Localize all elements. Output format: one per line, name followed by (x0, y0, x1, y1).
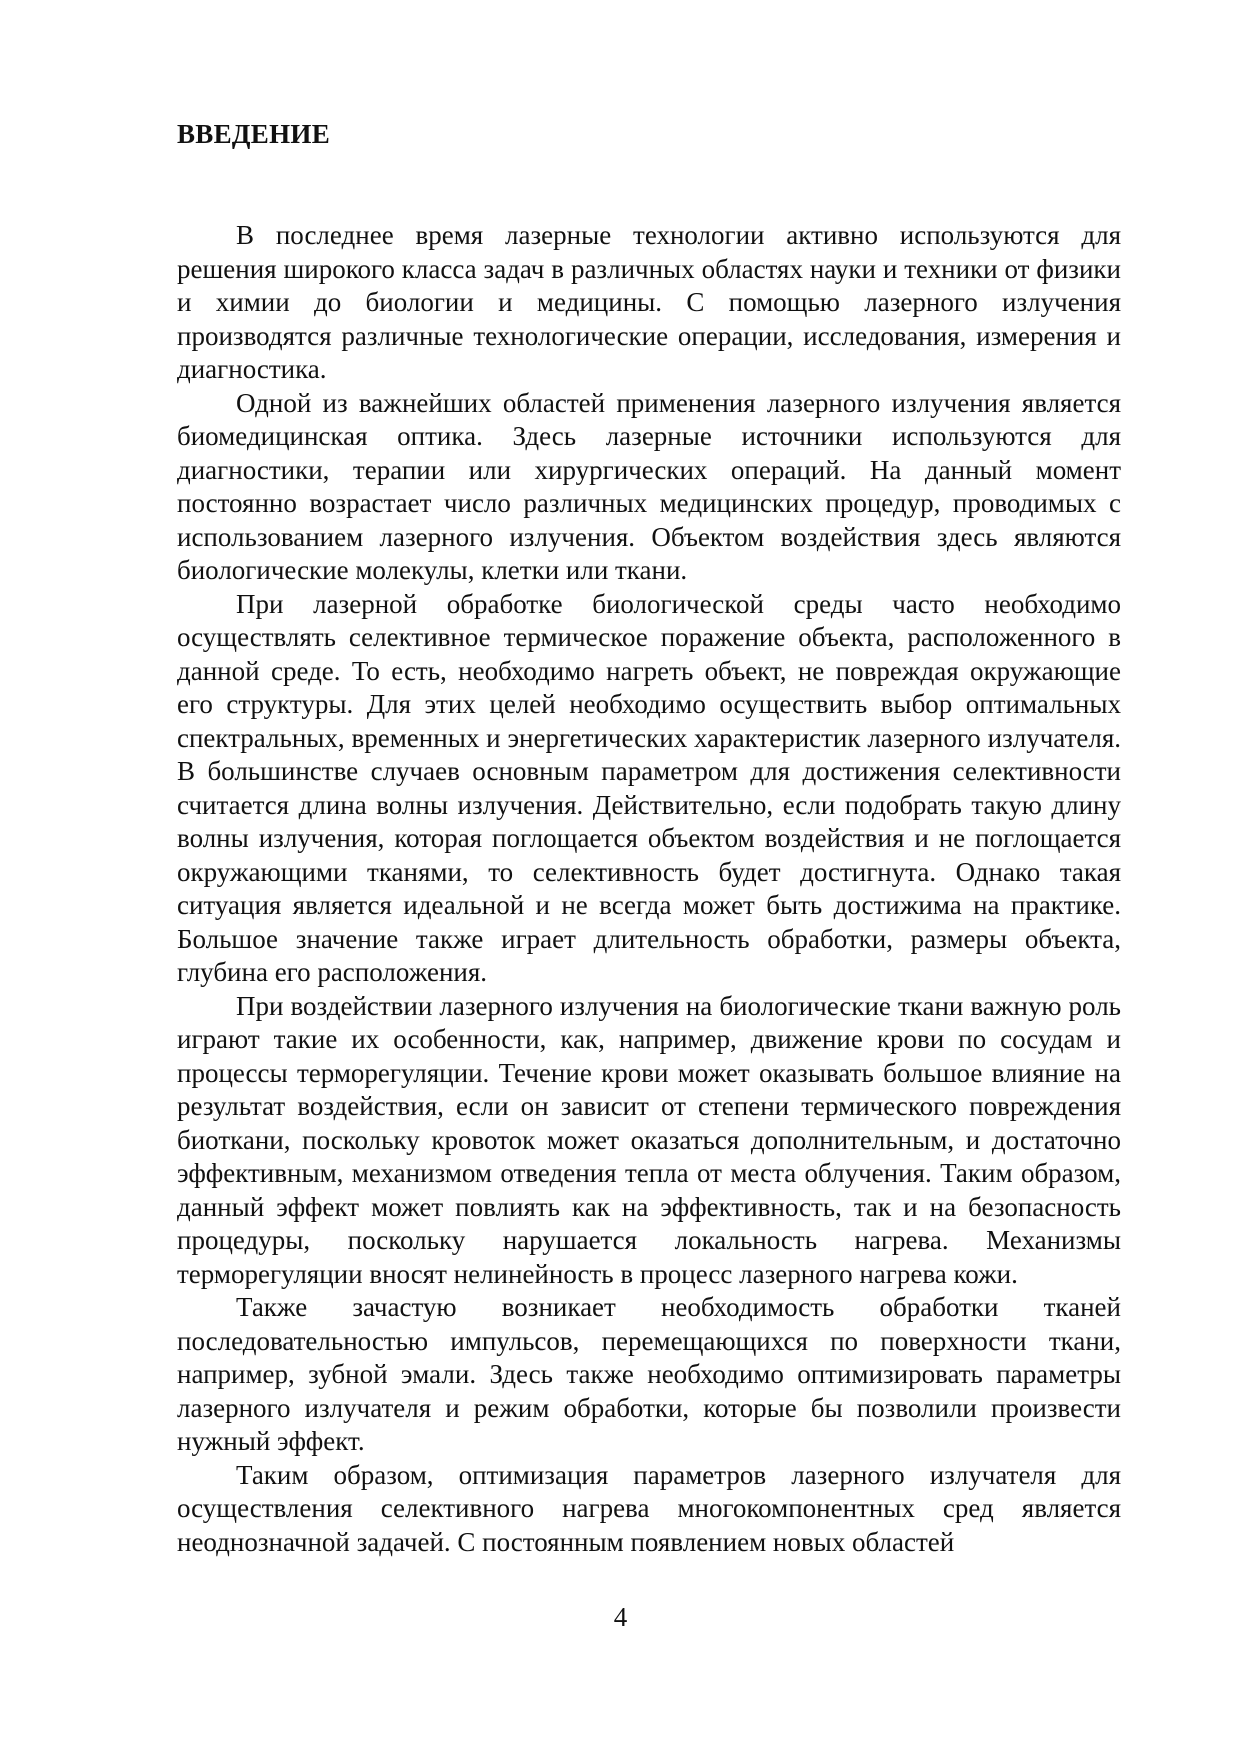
paragraph-3: При лазерной обработке биологической среды часто необходимо осуществлять селективное термическое поражение объекта, расположенного в данной среде. То есть, необходимо нагреть объект, не повреждая окружающие его структуры. Для этих целей необходимо осуществить выбор оптимальных спектральных, временных и энергетических характеристик лазерного излучателя. В большинстве случаев основным параметром для достижения селективности считается длина волны излучения. Действительно, если подобрать такую длину волны излучения, которая поглощается объектом воздействия и не поглощается окружающими тканями, то селективность будет достигнута. Однако такая ситуация является идеальной и не всегда может быть достижима на практике. Большое значение также играет длительность обработки, размеры объекта, глубина его расположения. (177, 588, 1121, 987)
body-text (177, 219, 1121, 1559)
paragraph-6: Таким образом, оптимизация параметров лазерного излучателя для осуществления селективного нагрева многокомпонентных сред является неоднозначной задачей. С постоянным появлением новых областей (177, 1459, 1121, 1557)
page-number: 4 (613, 1602, 628, 1632)
paragraph-1: В последнее время лазерные технологии активно используются для решения широкого класса задач в различных областях науки и техники от физики и химии до биологии и медицины. С помощью лазерного излучения производятся различные технологические операции, исследования, измерения и диагностика. (177, 220, 1121, 384)
paragraph-2: Одной из важнейших областей применения лазерного излучения является биомедицинская оптика. Здесь лазерные источники используются для диагностики, терапии или хирургических операций. На данный момент постоянно возрастает число различных медицинских процедур, проводимых с использованием лазерного излучения. Объектом воздействия здесь являются биологические молекулы, клетки или ткани. (177, 387, 1121, 585)
paragraph-4: При воздействии лазерного излучения на биологические ткани важную роль играют такие их особенности, как, например, движение крови по сосудам и процессы терморегуляции. Течение крови может оказывать большое влияние на результат воздействия, если он зависит от степени термического повреждения биоткани, поскольку кровоток может оказаться дополнительным, и достаточно эффективным, механизмом отведения тепла от места облучения. Таким образом, данный эффект может повлиять как на эффективность, так и на безопасность процедуры, поскольку нарушается локальность нагрева. Механизмы терморегуляции вносят нелинейность в процесс лазерного нагрева кожи. (177, 990, 1121, 1289)
paragraph-5: Также зачастую возникает необходимость обработки тканей последовательностью импульсов, перемещающихся по поверхности ткани, например, зубной эмали. Здесь также необходимо оптимизировать параметры лазерного излучателя и режим обработки, которые бы позволили произвести нужный эффект. (177, 1292, 1121, 1456)
section-heading: ВВЕДЕНИЕ (177, 119, 331, 149)
